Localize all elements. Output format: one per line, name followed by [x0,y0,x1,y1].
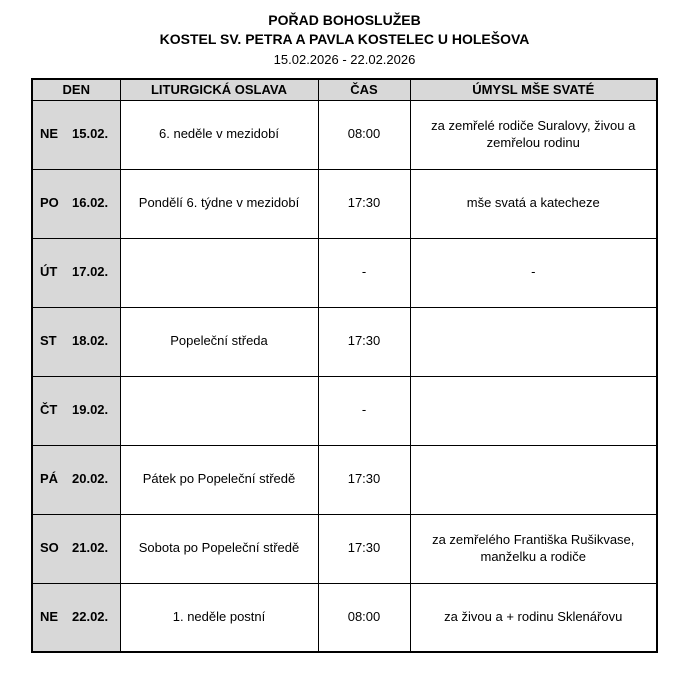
column-header-celebration: LITURGICKÁ OSLAVA [120,79,318,100]
intention-cell: za živou a + rodinu Sklenářovu [410,583,657,652]
column-header-day: DEN [32,79,120,100]
intention-cell [410,307,657,376]
time-cell: 08:00 [318,583,410,652]
day-date: 15.02. [72,126,109,142]
day-cell [32,376,120,445]
table-row [32,307,657,376]
column-header-time: ČAS [318,79,410,100]
celebration-cell [120,376,318,445]
table-row [32,238,657,307]
day-abbrev: NE [40,126,59,142]
celebration-cell: Pátek po Popeleční středě [120,445,318,514]
day-date: 20.02. [72,471,109,487]
day-cell [32,169,120,238]
day-cell [32,445,120,514]
day-abbrev: SO [40,540,59,556]
day-date: 16.02. [72,195,109,211]
celebration-cell: 1. neděle postní [120,583,318,652]
table-row [32,583,657,652]
time-cell: - [318,376,410,445]
day-cell [32,100,120,169]
time-cell: 08:00 [318,100,410,169]
page-subtitle: KOSTEL SV. PETRA A PAVLA KOSTELEC U HOLEŠOVA [159,31,530,47]
day-cell [32,238,120,307]
celebration-cell [120,238,318,307]
intention-cell: mše svatá a katecheze [410,169,657,238]
time-cell: - [318,238,410,307]
page-header [0,0,689,69]
day-date: 19.02. [72,402,109,418]
table-row [32,100,657,169]
time-cell: 17:30 [318,169,410,238]
day-abbrev: ÚT [40,264,58,280]
table-row [32,514,657,583]
table-row [32,169,657,238]
day-date: 17.02. [72,264,109,280]
intention-cell: za zemřelého Františka Rušikvase, manželku a rodiče [410,514,657,583]
celebration-cell: Sobota po Popeleční středě [120,514,318,583]
day-abbrev: PÁ [40,471,59,487]
day-cell [32,514,120,583]
intention-cell: - [410,238,657,307]
table-row [32,445,657,514]
schedule-table [31,78,658,653]
page-title: POŘAD BOHOSLUŽEB [268,12,421,28]
table-row [32,376,657,445]
time-cell: 17:30 [318,514,410,583]
day-date: 21.02. [72,540,109,556]
header-row [32,79,657,100]
day-abbrev: PO [40,195,59,211]
intention-cell: za zemřelé rodiče Suralovy, živou a zemřelou rodinu [410,100,657,169]
day-abbrev: NE [40,608,59,624]
day-cell [32,307,120,376]
intention-cell [410,445,657,514]
celebration-cell: 6. neděle v mezidobí [120,100,318,169]
celebration-cell: Popeleční středa [120,307,318,376]
day-abbrev: ČT [40,402,58,418]
date-range: 15.02.2026 - 22.02.2026 [273,52,416,67]
time-cell: 17:30 [318,445,410,514]
intention-cell [410,376,657,445]
day-cell [32,583,120,652]
day-abbrev: ST [40,333,57,349]
time-cell: 17:30 [318,307,410,376]
celebration-cell: Pondělí 6. týdne v mezidobí [120,169,318,238]
day-date: 22.02. [72,608,109,624]
column-header-intention: ÚMYSL MŠE SVATÉ [410,79,657,100]
day-date: 18.02. [72,333,109,349]
